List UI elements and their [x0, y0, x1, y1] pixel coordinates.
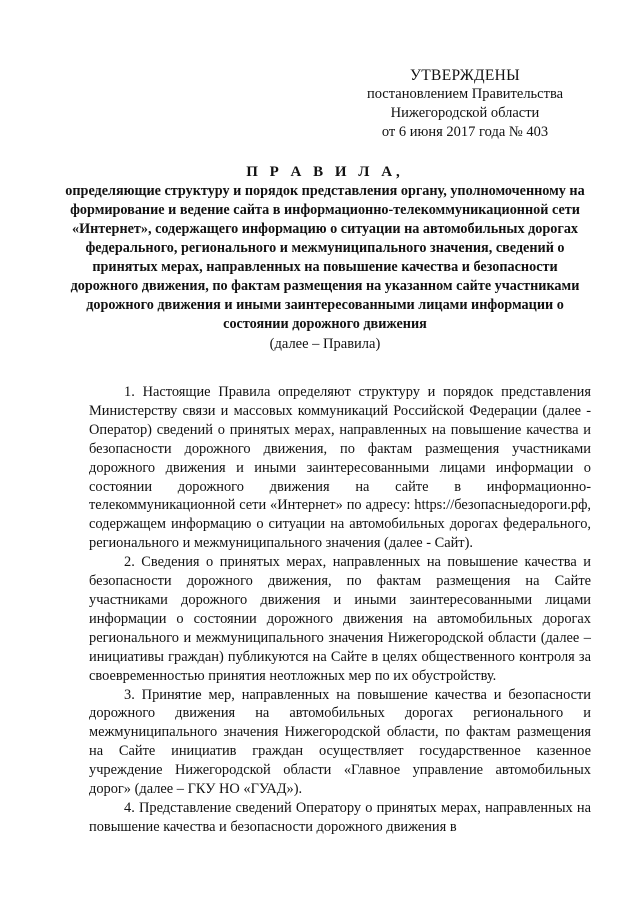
- paragraph-4: 4. Представление сведений Оператору о принятых мерах, направленных на повышение качества и безопасности дорожного движения в: [89, 799, 591, 835]
- document-subtitle: определяющие структуру и порядок представления органу, уполномоченному на формирование и ведение сайта в информационно-телекоммуникационной сети «Интернет», содержащего информацию о ситуации на автомобильных дорогах федерального, регионального и межмуниципального значения, сведений о принятых мерах, направленных на повышение качества и безопасности дорожного движения, по фактам размещения на указанном сайте участниками дорожного движения и иными заинтересованными лицами информации о состоянии дорожного движения: [65, 183, 585, 332]
- document-heading: [60, 162, 590, 354]
- approval-stamp: [340, 66, 590, 142]
- approval-title: УТВЕРЖДЕНЫ: [410, 67, 520, 84]
- document-title: П Р А В И Л А,: [246, 164, 404, 180]
- paragraph-3: 3. Принятие мер, направленных на повышение качества и безопасности дорожного движения на автомобильных дорогах регионального и межмуниципального значения Нижегородской области, по фактам размещения на Сайте инициатив граждан осуществляет государственное казенное учреждение Нижегородской области «Главное управление автомобильных дорог» (далее – ГКУ НО «ГУАД»).: [89, 686, 591, 798]
- document-short-name: (далее – Правила): [269, 336, 381, 352]
- document-body: [89, 383, 591, 837]
- paragraph-1: 1. Настоящие Правила определяют структуру и порядок представления Министерству связи и массовых коммуникаций Российской Федерации (далее - Оператор) сведений о принятых мерах, направленных на повышение качества и безопасности дорожного движения, по фактам размещения участниками дорожного движения и иными заинтересованными лицами информации о состоянии дорожного движения на сайте в информационно-телекоммуникационной сети «Интернет» по адресу: https://безопасныедороги.рф, содержащем информацию о ситуации на автомобильных дорогах федерального, регионального и межмуниципального значения (далее - Сайт).: [89, 384, 591, 552]
- approval-line: от 6 июня 2017 года № 403: [381, 124, 549, 140]
- paragraph-2: 2. Сведения о принятых мерах, направленных на повышение качества и безопасности дорожного движения, по фактам размещения на Сайте участниками дорожного движения и иными заинтересованными лицами информации о состоянии дорожного движения на автомобильных дорогах регионального и межмуниципального значения Нижегородской области (далее – инициативы граждан) публикуются на Сайте в целях общественного контроля за своевременностью принятия неотложных мер по их обустройству.: [89, 554, 591, 684]
- approval-line: постановлением Правительства: [366, 86, 564, 102]
- approval-line: Нижегородской области: [390, 105, 540, 121]
